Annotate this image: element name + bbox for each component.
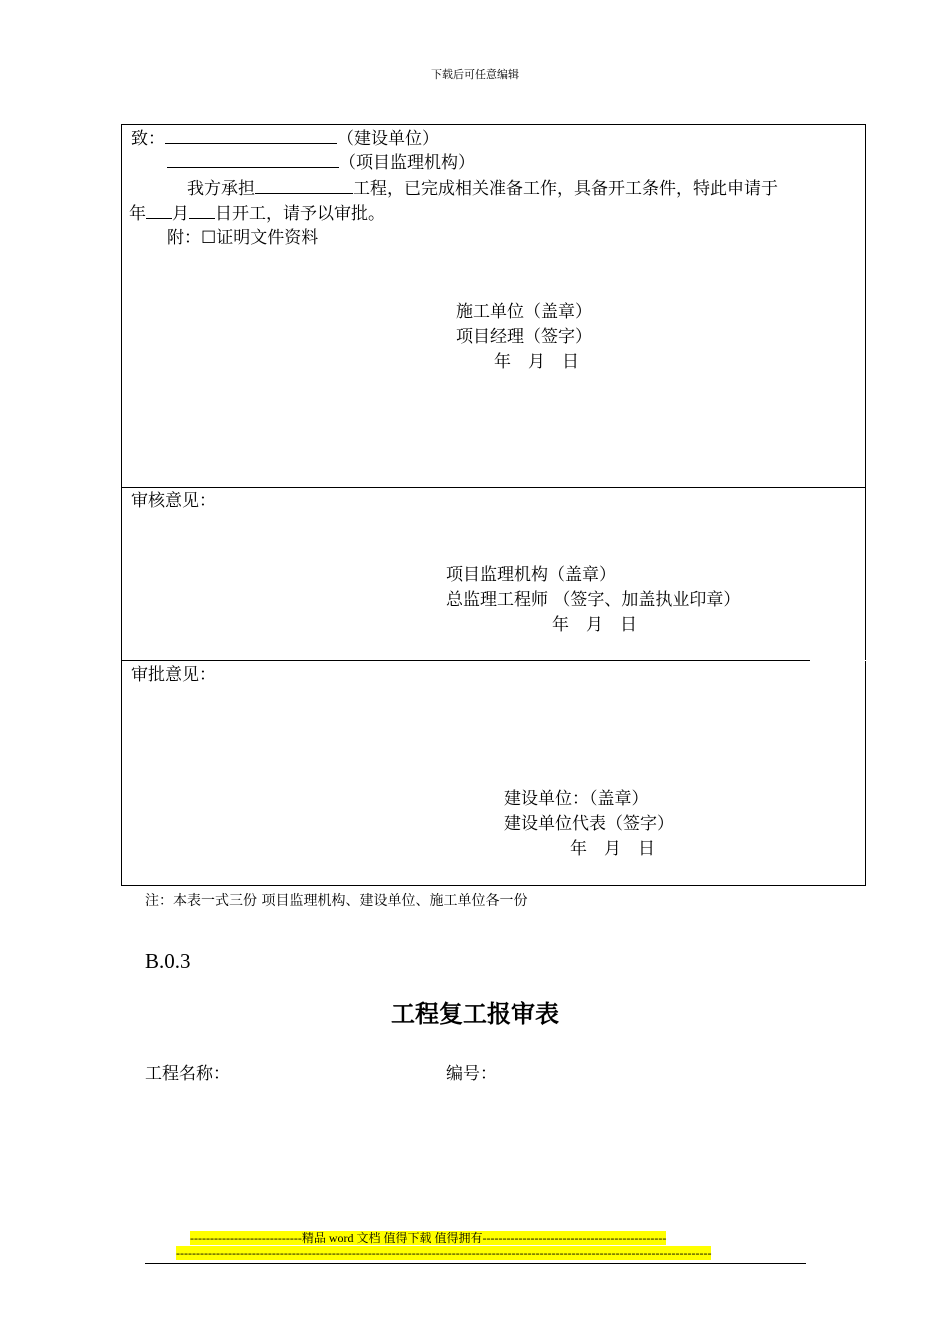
footer-banner-2: -------------------------------------------------------------------------------------------------------------------------------------- (176, 1246, 712, 1260)
owner-rep-signature: 建设单位代表（签字） (504, 814, 674, 834)
body-part2: 工程，已完成相关准备工作，具备开工条件，特此申请于 (353, 179, 778, 199)
owner-unit-blank[interactable] (165, 126, 337, 144)
supervision-org-blank[interactable] (167, 150, 339, 168)
review-label: 审核意见： (131, 491, 216, 511)
form-title: 工程复工报审表 (391, 1000, 559, 1028)
day-blank[interactable] (189, 201, 215, 219)
to-line-2 (167, 150, 475, 175)
approval-section (121, 661, 866, 886)
supervision-seal: 项目监理机构（盖章） (446, 565, 616, 585)
body-line-1 (187, 176, 778, 201)
review-date: 年 月 日 (552, 615, 637, 635)
to-line-1 (131, 126, 439, 151)
application-date: 年 月 日 (494, 352, 579, 372)
approval-date: 年 月 日 (570, 839, 655, 859)
contractor-seal: 施工单位（盖章） (456, 302, 592, 322)
body-day-rest: 日开工，请予以审批。 (215, 204, 385, 224)
to-label: 致： (131, 129, 165, 149)
supervision-org-label: （项目监理机构） (339, 153, 475, 173)
body-line-2 (129, 201, 385, 226)
owner-unit-label: （建设单位） (337, 129, 439, 149)
month-blank[interactable] (146, 201, 172, 219)
attach-checkbox[interactable]: ☐ (201, 228, 217, 248)
project-name-label: 工程名称： (145, 1064, 230, 1084)
body-month: 月 (172, 204, 189, 224)
copies-note: 注：本表一式三份 项目监理机构、建设单位、施工单位各一份 (145, 893, 528, 909)
header-note: 下载后可任意编辑 (431, 68, 519, 81)
attach-label: 附： (167, 228, 201, 248)
number-label: 编号： (446, 1064, 497, 1084)
project-blank[interactable] (255, 176, 353, 194)
approval-label: 审批意见： (131, 665, 216, 685)
form-code: B.0.3 (145, 949, 191, 973)
owner-seal: 建设单位：（盖章） (504, 789, 649, 809)
body-year: 年 (129, 204, 146, 224)
footer-rule (145, 1263, 806, 1264)
attachment-line (167, 226, 318, 250)
chief-engineer-signature: 总监理工程师 （签字、加盖执业印章） (446, 590, 741, 610)
body-part1: 我方承担 (187, 179, 255, 199)
attach-text: 证明文件资料 (216, 228, 319, 248)
manager-signature: 项目经理（签字） (456, 327, 592, 347)
footer-banner-1: ----------------------------精品 word 文档 值得下载 值得拥有---------------------------------------------- (190, 1231, 667, 1245)
